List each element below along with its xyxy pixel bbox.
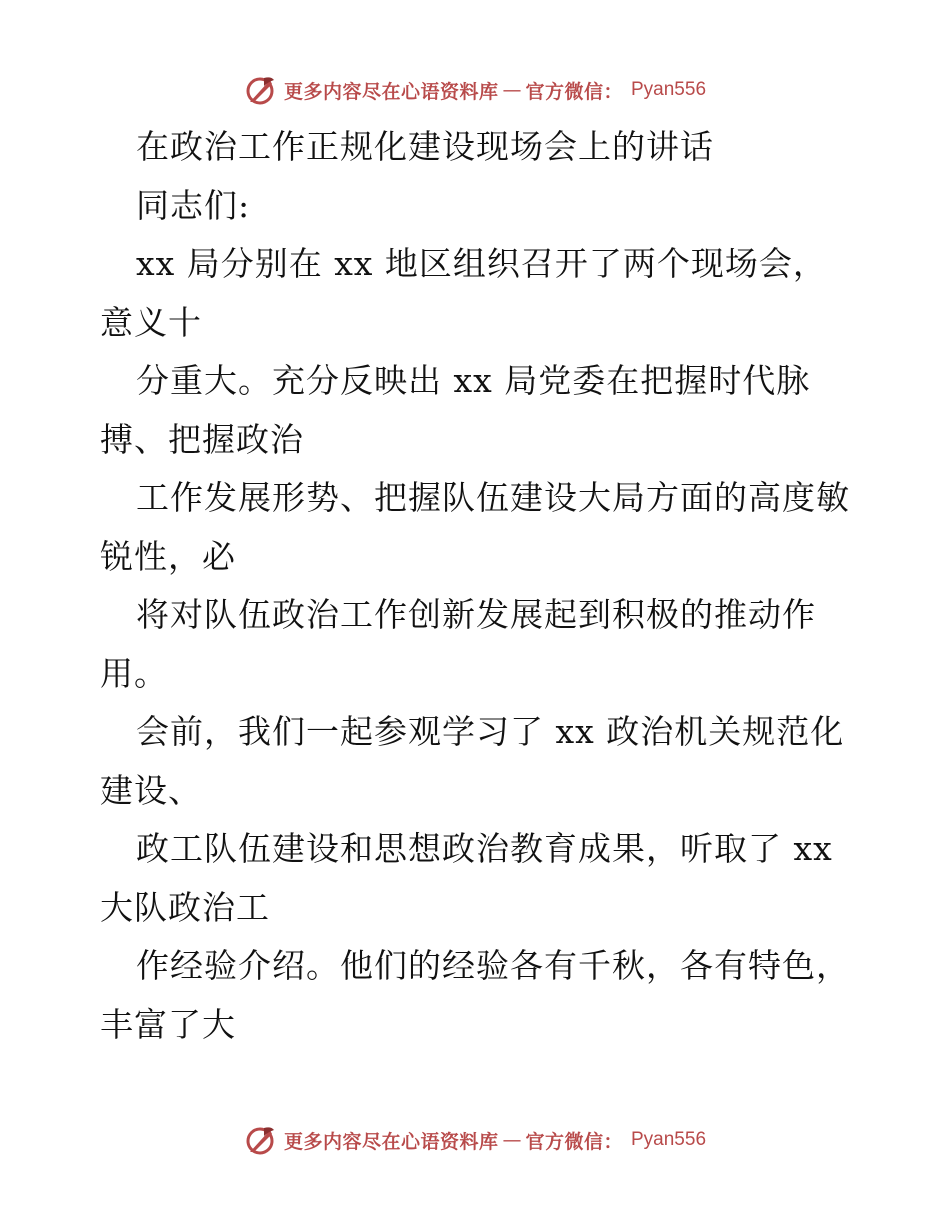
text-line: 政工队伍建设和思想政治教育成果，听取了 xx <box>136 829 833 868</box>
text-line: 分重大。充分反映出 xx 局党委在把握时代脉 <box>136 361 811 400</box>
banner-wechat-id: Pyan556 <box>631 1129 707 1150</box>
text-line: 锐性，必 <box>100 536 236 576</box>
banner-text: 更多内容尽在心语资料库 <box>283 1130 499 1153</box>
footer-banner <box>0 1120 950 1160</box>
header-banner <box>0 70 950 110</box>
text-line: 意义十 <box>100 302 202 342</box>
text-line: 大队政治工 <box>100 887 270 927</box>
banner-separator: — <box>502 79 522 101</box>
feather-pen-logo-icon <box>244 1124 276 1156</box>
text-line: 同志们: <box>136 185 251 225</box>
banner-wechat-label: 官方微信： <box>525 1130 623 1153</box>
text-line: xx 局分别在 xx 地区组织召开了两个现场会， <box>136 244 827 283</box>
text-line: 丰富了大 <box>100 1004 236 1044</box>
text-line: 工作发展形势、把握队伍建设大局方面的高度敏 <box>136 478 850 517</box>
banner-text: 更多内容尽在心语资料库 <box>283 80 499 103</box>
banner-wechat-id: Pyan556 <box>631 79 707 100</box>
text-line: 用。 <box>100 653 168 693</box>
text-line: 建设、 <box>100 770 202 810</box>
document-body <box>100 118 860 1054</box>
text-line: 作经验介绍。他们的经验各有千秋，各有特色， <box>136 946 850 985</box>
text-line: 会前，我们一起参观学习了 xx 政治机关规范化 <box>136 712 845 751</box>
banner-wechat-label: 官方微信： <box>525 80 623 103</box>
text-line: 在政治工作正规化建设现场会上的讲话 <box>136 127 714 166</box>
text-line: 将对队伍政治工作创新发展起到积极的推动作 <box>136 595 816 634</box>
text-line: 搏、把握政治 <box>100 419 304 459</box>
banner-separator: — <box>502 1129 522 1151</box>
feather-pen-logo-icon <box>244 74 276 106</box>
